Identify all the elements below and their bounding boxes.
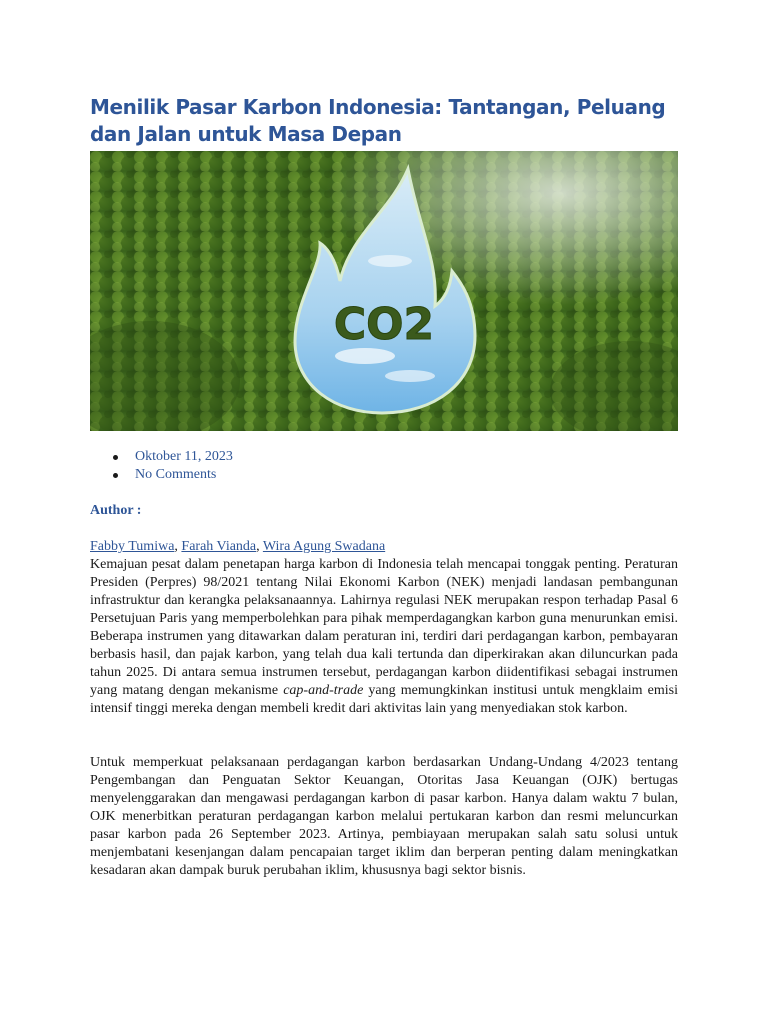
paragraph-2: Untuk memperkuat pelaksanaan perdagangan karbon berdasarkan Undang-Undang 4/2023 tentang Pengembangan dan Penguatan Sektor Keuangan, Otoritas Jasa Keuangan (OJK) bertugas menyelenggarakan dan mengawasi perdagangan karbon di pasar karbon. Hanya dalam waktu 7 bulan, OJK menerbitkan peraturan perdagangan karbon melalui pertukaran karbon dan resmi meluncurkan pasar karbon pada 26 September 2023. Artinya, pembiayaan merupakan salah satu solusi untuk menjembatani kesenjangan dalam pencapaian target iklim dan berperan penting dalam meningkatkan kesadaran akan dampak buruk perubahan iklim, khususnya bagi sektor bisnis.: [90, 755, 678, 878]
author-list: [90, 538, 385, 556]
paragraph-1: [90, 556, 678, 718]
author-link-fabby-tumiwa[interactable]: Fabby Tumiwa: [90, 539, 175, 554]
author-link-farah-vianda[interactable]: Farah Vianda: [181, 539, 257, 554]
paragraph-1-text-end: yang memungkinkan institusi untuk mengklaim emisi intensif tinggi mereka dengan membeli kredit dari aktivitas lain yang menyediakan stok karbon.: [90, 683, 678, 716]
post-date[interactable]: Oktober 11, 2023: [110, 448, 233, 466]
co2-label: CO2: [333, 299, 435, 350]
post-meta: [110, 448, 233, 484]
article-title: Menilik Pasar Karbon Indonesia: Tantangan, Peluang dan Jalan untuk Masa Depan: [90, 95, 666, 146]
author-heading: Author :: [90, 503, 142, 518]
author-link-wira-agung-swadana[interactable]: Wira Agung Swadana: [262, 539, 386, 554]
co2-forest-flame-image: [90, 151, 678, 431]
comments-link[interactable]: No Comments: [110, 466, 233, 484]
author-separator: ,: [256, 539, 263, 554]
paragraph-1-text: Kemajuan pesat dalam penetapan harga karbon di Indonesia telah mencapai tonggak penting. Peraturan Presiden (Perpres) 98/2021 tentang Nilai Ekonomi Karbon (NEK) menjadi landasan pembangunan infrastruktur dan kerangka pelaksanaannya. Lahirnya regulasi NEK merupakan respon terhadap Pasal 6 Persetujuan Paris yang memperbolehkan para pihak memperdagangkan karbon guna menurunkan emisi. Beberapa instrumen yang ditawarkan dalam peraturan ini, terdiri dari perdagangan karbon, pembayaran berbasis hasil, dan pajak karbon, yang telah dua kali tertunda dan diperkirakan akan diluncurkan pada tahun 2025. Di antara semua instrumen tersebut, perdagangan karbon diidentifikasi sebagai instrumen yang matang dengan mekanisme: [90, 557, 678, 698]
cap-and-trade-term: cap-and-trade: [283, 683, 364, 698]
author-separator: ,: [174, 539, 182, 554]
